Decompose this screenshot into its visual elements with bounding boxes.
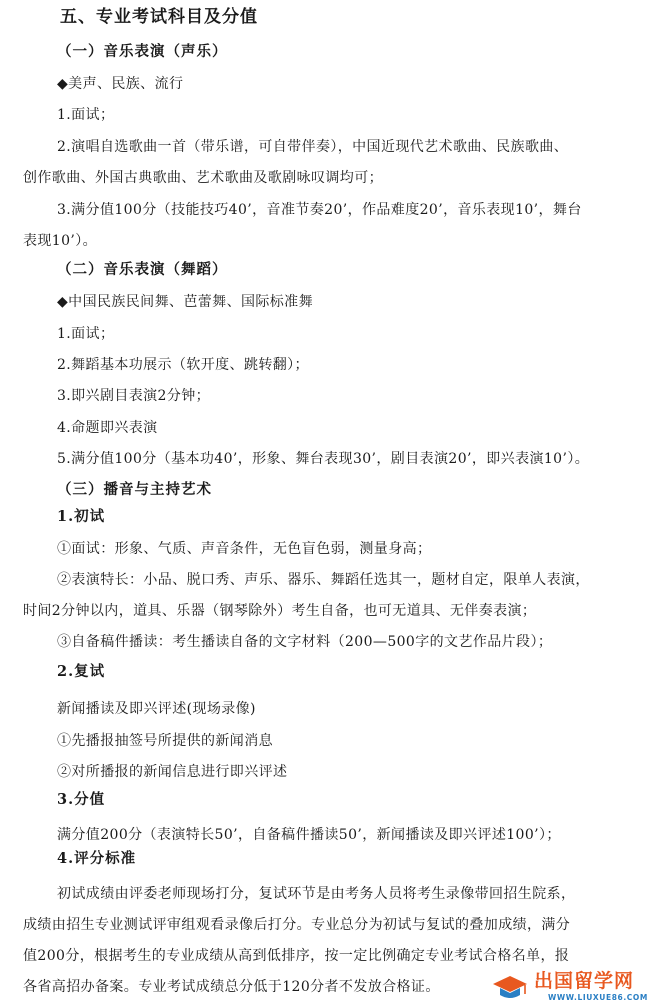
vocal-item-2-line-1: 2.演唱自选歌曲一首（带乐谱，可自带伴奏），中国近现代艺术歌曲、民族歌曲、 — [57, 139, 569, 155]
dance-item-5: 5.满分值100分（基本功40’，形象、舞台表现30’，剧目表演20’，即兴表演10’）。 — [57, 451, 590, 467]
second-exam-item-1: ①先播报抽签号所提供的新闻消息 — [57, 733, 273, 749]
criteria-line-3: 值200分，根据考生的专业成绩从高到低排序，按一定比例确定专业考试合格名单，报 — [23, 948, 570, 964]
score-heading: 3.分值 — [57, 791, 106, 808]
dance-item-4: 4.命题即兴表演 — [57, 420, 158, 436]
dance-item-3: 3.即兴剧目表演2分钟； — [57, 388, 211, 404]
watermark-url: WWW.LIUXUE86.COM — [548, 993, 648, 1002]
broadcasting-heading: （三）播音与主持艺术 — [57, 481, 212, 498]
vocal-item-3-line-1: 3.满分值100分（技能技巧40’，音准节奏20’，作品难度20’，音乐表现10’，舞台 — [57, 202, 582, 218]
criteria-heading: 4.评分标准 — [57, 850, 137, 867]
vocal-genres: ◆美声、民族、流行 — [57, 76, 184, 92]
dance-item-1: 1.面试； — [57, 326, 115, 342]
vocal-item-1: 1.面试； — [57, 107, 115, 123]
dance-genres: ◆中国民族民间舞、芭蕾舞、国际标准舞 — [57, 294, 313, 310]
criteria-line-2: 成绩由招生专业测试评审组观看录像后打分。专业总分为初试与复试的叠加成绩，满分 — [23, 917, 571, 933]
first-exam-item-2-line-1: ②表演特长：小品、脱口秀、声乐、器乐、舞蹈任选其一，题材自定，限单人表演， — [57, 572, 590, 588]
criteria-line-1: 初试成绩由评委老师现场打分，复试环节是由考务人员将考生录像带回招生院系， — [57, 886, 576, 902]
site-watermark — [490, 966, 646, 1006]
first-exam-item-1: ①面试：形象、气质、声音条件，无色盲色弱，测量身高； — [57, 541, 432, 557]
vocal-item-3-line-2: 表现10’）。 — [23, 233, 98, 249]
first-exam-item-2-line-2: 时间2分钟以内，道具、乐器（钢琴除外）考生自备，也可无道具、无伴奏表演； — [23, 603, 537, 619]
vocal-item-2-line-2: 创作歌曲、外国古典歌曲、艺术歌曲及歌剧咏叹调均可； — [23, 170, 383, 186]
first-exam-item-3: ③自备稿件播读：考生播读自备的文字材料（200—500字的文艺作品片段）； — [57, 634, 553, 650]
criteria-line-4: 各省高招办备案。专业考试成绩总分低于120分者不发放合格证。 — [23, 979, 440, 995]
section-title: 五、专业考试科目及分值 — [60, 7, 258, 27]
dance-heading: （二）音乐表演（舞蹈） — [57, 261, 228, 278]
score-text: 满分值200分（表演特长50’，自备稿件播读50’，新闻播读及即兴评述100’）； — [57, 827, 561, 843]
graduation-cap-icon — [490, 972, 530, 1002]
second-exam-heading: 2.复试 — [57, 663, 106, 680]
second-exam-item-2: ②对所播报的新闻信息进行即兴评述 — [57, 764, 288, 780]
first-exam-heading: 1.初试 — [57, 508, 106, 525]
vocal-heading: （一）音乐表演（声乐） — [57, 43, 228, 60]
second-exam-intro: 新闻播读及即兴评述(现场录像) — [57, 701, 256, 717]
dance-item-2: 2.舞蹈基本功展示（软开度、跳转翻）； — [57, 357, 309, 373]
watermark-title: 出国留学网 — [534, 970, 635, 992]
